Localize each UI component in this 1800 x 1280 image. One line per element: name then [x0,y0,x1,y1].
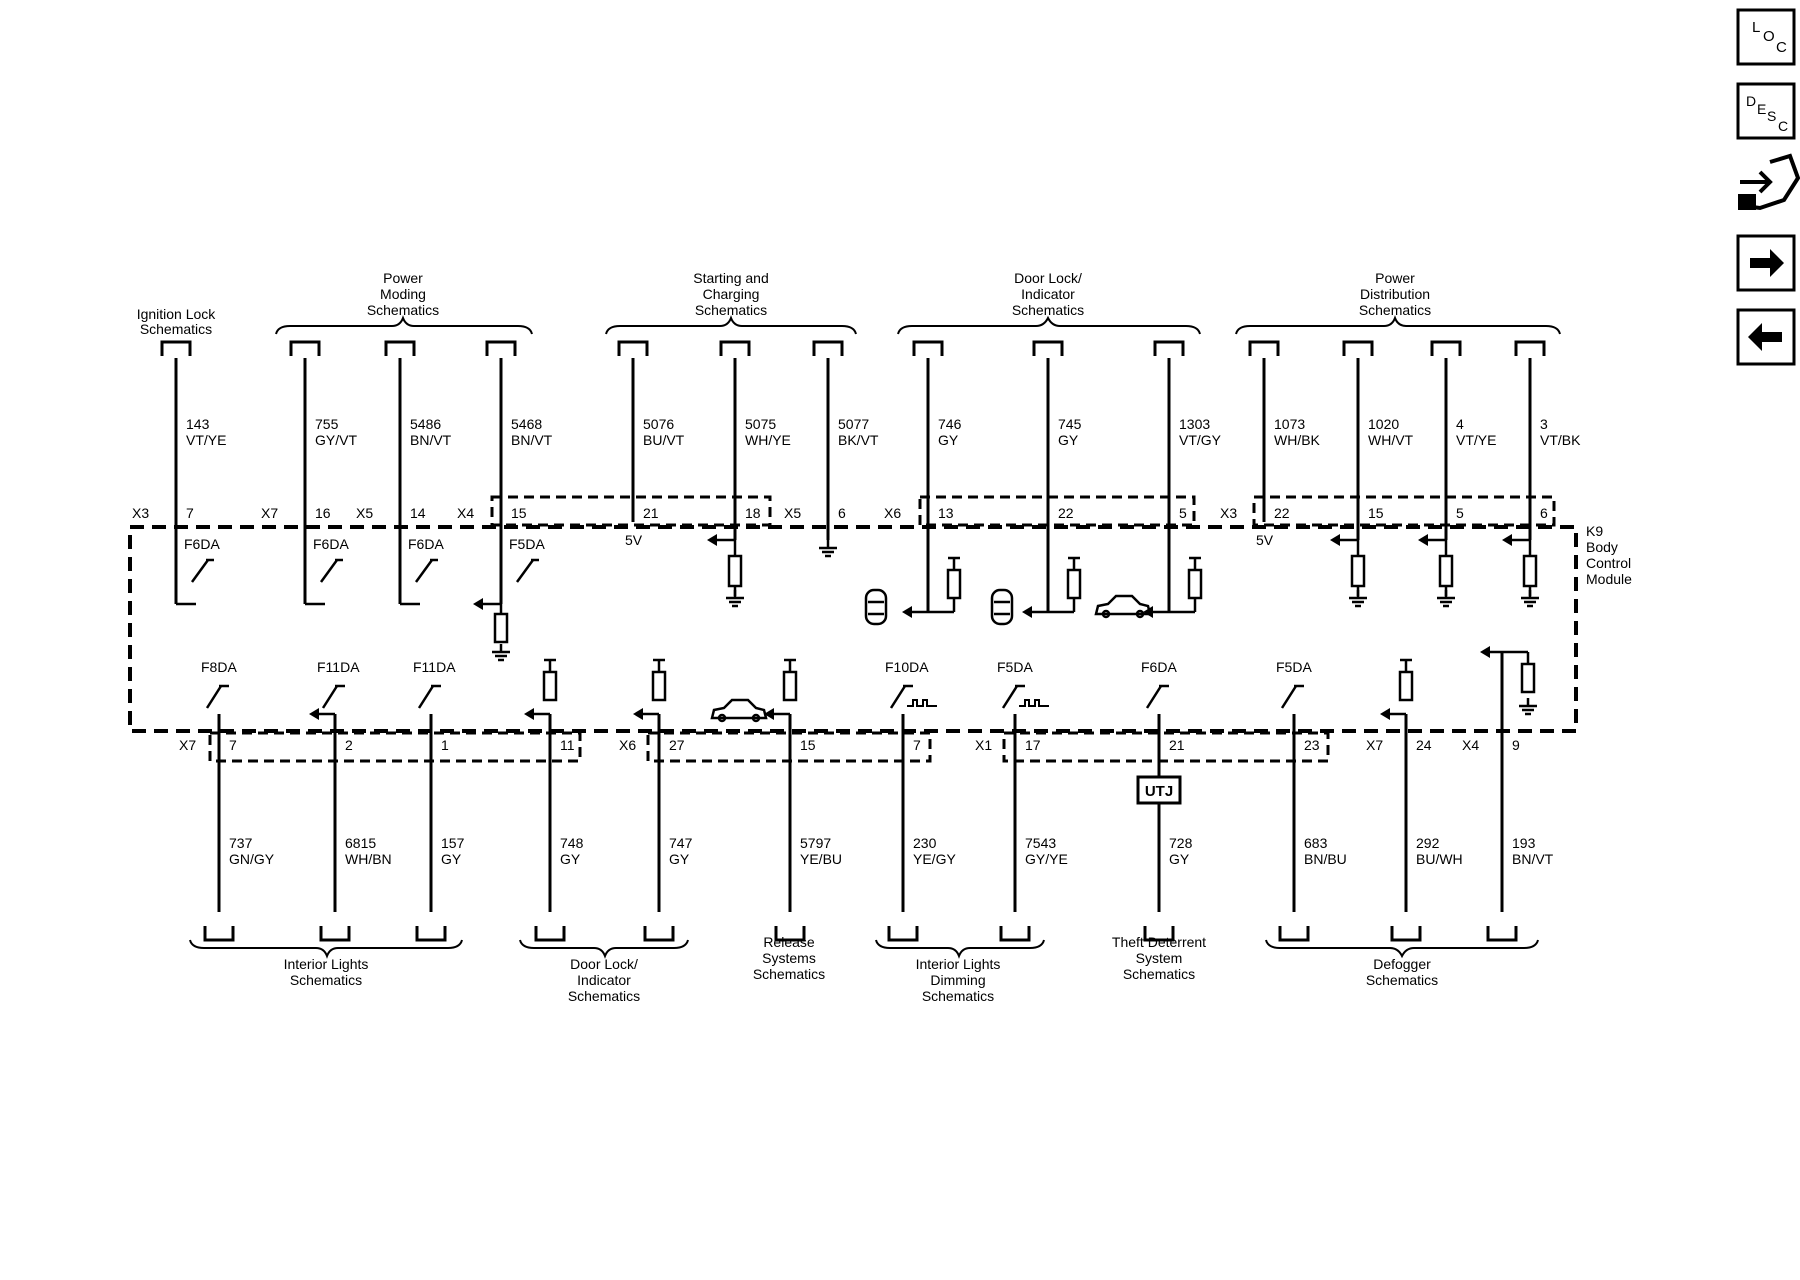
terminal-connector [1155,342,1183,356]
connector-id: X7 [1366,737,1384,753]
terminal-connector [1280,926,1308,940]
wire-color: BN/VT [410,432,452,448]
resistor-icon [1522,664,1534,692]
connector-id: X4 [457,505,475,521]
top-wire-143 [132,342,226,604]
wire-color: VT/GY [1179,432,1222,448]
wire-circuit: 5076 [643,416,675,432]
wire-color: WH/BN [345,851,392,867]
wire-circuit: 747 [669,835,693,851]
wire-circuit: 728 [1169,835,1193,851]
utj-junction [1138,777,1180,803]
switch-icon [1147,686,1169,708]
switch-icon [1003,686,1025,708]
pin-number: 17 [1025,737,1041,753]
internal-symbols [712,590,1150,721]
svg-text:Theft Deterrent: Theft Deterrent [1111,934,1207,950]
bottom-wire-193 [1462,646,1554,940]
svg-text:S: S [1767,108,1777,124]
svg-text:Schematics: Schematics [289,972,363,988]
wire-circuit: 683 [1304,835,1328,851]
ground-icon [492,644,510,660]
wire-circuit: 5486 [410,416,442,432]
wire-circuit: 1020 [1368,416,1400,432]
wire-color: BK/VT [838,432,879,448]
pin-number: 2 [345,737,353,753]
connector-icon [1740,156,1798,208]
bottom-wire-292 [1366,660,1463,940]
terminal-connector [914,342,942,356]
resistor-icon [1352,556,1364,586]
switch-icon [192,560,214,582]
wire-circuit: 5797 [800,835,832,851]
bottom-wires [179,646,1554,940]
bottom-group-door-lock [520,940,688,1004]
top-wire-5076 [619,342,685,548]
wire-color: YE/BU [800,851,843,867]
top-wire-745 [1022,342,1082,618]
fuse-label: F11DA [413,659,456,675]
switch-icon [1282,686,1304,708]
bottom-wire-157 [413,659,465,940]
switch-icon [207,686,229,708]
top-wire-1020 [1330,342,1414,606]
top-group-ignition-lock [137,306,217,337]
top-wire-4 [1418,342,1496,606]
wire-circuit: 5075 [745,416,777,432]
bottom-group-defogger [1266,940,1538,988]
terminal-connector [1432,342,1460,356]
terminal-connector [205,926,233,940]
connector-id: X4 [1462,737,1480,753]
wire-circuit: 748 [560,835,584,851]
terminal-connector [619,342,647,356]
svg-text:Schematics: Schematics [567,988,641,1004]
connector-id: X6 [884,505,902,521]
wire-color: BN/BU [1304,851,1347,867]
car-side-view-icon [1096,596,1150,617]
svg-text:Schematics: Schematics [1365,972,1439,988]
wire-circuit: 4 [1456,416,1464,432]
svg-text:L: L [1752,19,1761,36]
fuse-label: F5DA [997,659,1033,675]
top-group-starting-charging [606,270,856,334]
ground-icon [726,590,744,606]
wire-color: BU/WH [1416,851,1463,867]
pin-number: 27 [669,737,685,753]
wire-circuit: 193 [1512,835,1536,851]
wire-circuit: 230 [913,835,937,851]
pin-number: 5 [1456,505,1464,521]
svg-text:Defogger: Defogger [1373,956,1431,972]
svg-text:C: C [1776,39,1787,56]
terminal-connector [1516,342,1544,356]
pin-number: 7 [186,505,194,521]
top-wire-5077 [784,342,879,556]
svg-text:Door Lock/: Door Lock/ [570,956,638,972]
resistor-icon [1068,570,1080,598]
connector-id: X5 [356,505,374,521]
terminal-connector [1001,926,1029,940]
pin-number: 15 [800,737,816,753]
resistor-icon [729,556,741,586]
svg-text:E: E [1757,101,1767,117]
connector-id: X5 [784,505,802,521]
svg-text:Schematics: Schematics [921,988,995,1004]
terminal-connector [1034,342,1062,356]
wire-color: GY/YE [1025,851,1068,867]
wire-color: BU/VT [643,432,685,448]
wire-circuit: 746 [938,416,962,432]
voltage-label: 5V [1256,532,1274,548]
voltage-label: 5V [625,532,643,548]
wire-color: VT/YE [186,432,227,448]
pin-number: 15 [511,505,527,521]
wire-circuit: 157 [441,835,465,851]
ground-icon [1521,590,1539,606]
terminal-connector [417,926,445,940]
bottom-wire-230 [885,659,956,940]
top-wire-5486 [356,342,452,604]
wire-color: VT/BK [1540,432,1581,448]
wire-circuit: 755 [315,416,339,432]
svg-text:Indicator: Indicator [577,972,631,988]
resistor-icon [544,672,556,700]
svg-text:O: O [1763,28,1775,45]
svg-text:Module: Module [1586,571,1632,587]
bottom-wire-747 [619,660,693,940]
svg-text:Dimming: Dimming [930,972,986,988]
terminal-connector [162,342,190,356]
terminal-connector [645,926,673,940]
resistor-icon [1400,672,1412,700]
pin-number: 18 [745,505,761,521]
svg-text:Body: Body [1586,539,1618,555]
fuse-label: F11DA [317,659,360,675]
connector-id: X7 [179,737,197,753]
switch-icon [321,560,343,582]
svg-text:Schematics: Schematics [1122,966,1196,982]
connector-id: X7 [261,505,279,521]
svg-text:Schematics: Schematics [139,321,213,337]
terminal-connector [1344,342,1372,356]
fuse-label: F6DA [1141,659,1177,675]
wire-circuit: 3 [1540,416,1548,432]
wire-color: WH/YE [745,432,791,448]
pin-number: 7 [913,737,921,753]
svg-text:Power: Power [1375,270,1415,286]
loc-button[interactable] [1738,10,1794,64]
car-top-view-icon [866,590,886,624]
top-wires [132,342,1581,660]
connector-id: X6 [619,737,637,753]
bottom-wire-737 [179,659,275,940]
arrow-left-icon [473,598,483,610]
bottom-wire-6815 [309,659,392,940]
svg-text:Schematics: Schematics [366,302,440,318]
svg-text:Distribution: Distribution [1359,286,1431,302]
svg-text:C: C [1778,118,1789,134]
svg-text:Schematics: Schematics [1358,302,1432,318]
top-wire-5075 [707,342,791,606]
pin-number: 11 [560,737,575,753]
resistor-icon [1189,570,1201,598]
pwm-icon [907,700,937,706]
resistor-icon [495,614,507,642]
fuse-label: F5DA [1276,659,1312,675]
car-top-view-icon [992,590,1012,624]
resistor-icon [784,672,796,700]
terminal-connector [321,926,349,940]
svg-text:K9: K9 [1586,523,1604,539]
bottom-wire-683 [1276,659,1347,940]
svg-text:Door Lock/: Door Lock/ [1014,270,1082,286]
terminal-connector [1392,926,1420,940]
top-wire-755 [261,342,357,604]
svg-text:Charging: Charging [702,286,760,302]
svg-text:Power: Power [383,270,423,286]
wire-color: GY [441,851,462,867]
wire-circuit: 6815 [345,835,377,851]
pin-number: 5 [1179,505,1187,521]
svg-text:Starting and: Starting and [693,270,769,286]
svg-text:Systems: Systems [762,950,816,966]
wire-color: GY [1058,432,1079,448]
terminal-connector [1250,342,1278,356]
top-group-power-distribution [1236,270,1560,334]
terminal-connector [1488,926,1516,940]
fuse-label: F6DA [313,536,349,552]
svg-text:System: System [1135,950,1183,966]
svg-text:Interior Lights: Interior Lights [915,956,1001,972]
fuse-label: F5DA [509,536,545,552]
pin-number: 14 [410,505,426,521]
bottom-wire-748 [524,660,584,940]
connector-id: X1 [975,737,993,753]
pin-number: 21 [643,505,659,521]
pin-number: 6 [1540,505,1548,521]
terminal-connector [386,342,414,356]
svg-text:D: D [1746,93,1757,109]
connector-id: X3 [132,505,150,521]
svg-text:Interior Lights: Interior Lights [283,956,369,972]
svg-text:Schematics: Schematics [752,966,826,982]
wire-circuit: 1303 [1179,416,1211,432]
pin-number: 22 [1274,505,1290,521]
wire-color: YE/GY [913,851,956,867]
switch-icon [323,686,345,708]
fuse-label: F10DA [885,659,929,675]
terminal-connector [291,342,319,356]
next-button[interactable] [1738,236,1794,290]
wire-circuit: 745 [1058,416,1082,432]
wire-color: BN/VT [1512,851,1554,867]
pin-number: 15 [1368,505,1384,521]
switch-icon [419,686,441,708]
svg-text:Indicator: Indicator [1021,286,1075,302]
wire-circuit: 292 [1416,835,1440,851]
svg-text:Schematics: Schematics [1011,302,1085,318]
svg-text:Control: Control [1586,555,1632,571]
ground-icon [819,540,837,556]
bottom-wire-5797 [764,660,842,940]
svg-text:Release: Release [763,934,815,950]
pin-number: 9 [1512,737,1520,753]
top-group-power-moding [276,270,532,334]
resistor-icon [1524,556,1536,586]
switch-icon [416,560,438,582]
bottom-wire-7543 [975,659,1068,940]
bottom-group-interior-dimming [876,940,1044,1004]
previous-button[interactable] [1738,310,1794,364]
pin-number: 1 [441,737,449,753]
svg-text:Ignition Lock: Ignition Lock [136,306,216,322]
pin-number: 24 [1416,737,1432,753]
wire-circuit: 5077 [838,416,870,432]
terminal-connector [487,342,515,356]
resistor-icon [653,672,665,700]
car-side-view-icon [712,700,766,721]
pin-number: 16 [315,505,331,521]
resistor-icon [948,570,960,598]
top-wire-5468 [457,342,553,660]
desc-button[interactable] [1738,84,1794,138]
ground-icon [1437,590,1455,606]
top-wire-1073 [1220,342,1321,548]
wire-color: VT/YE [1456,432,1497,448]
wire-color: GY [669,851,690,867]
wire-color: WH/VT [1368,432,1414,448]
bottom-group-interior-lights [190,940,462,988]
wire-color: GY [560,851,581,867]
top-wire-3 [1502,342,1581,606]
pin-number: 7 [229,737,237,753]
switch-icon [891,686,913,708]
wire-color: GN/GY [229,851,275,867]
wire-circuit: 5468 [511,416,543,432]
module-label [1586,523,1632,587]
wire-circuit: 7543 [1025,835,1057,851]
svg-text:Schematics: Schematics [694,302,768,318]
top-group-door-lock [898,270,1200,334]
terminal-connector [721,342,749,356]
svg-text:Moding: Moding [380,286,426,302]
wire-color: GY [1169,851,1190,867]
fuse-label: F8DA [201,659,237,675]
pin-number: 22 [1058,505,1074,521]
top-wire-746 [884,342,962,618]
pin-number: 13 [938,505,954,521]
wire-color: GY/VT [315,432,358,448]
connector-id: X3 [1220,505,1238,521]
pin-number: 21 [1169,737,1185,753]
connector-view-button[interactable] [1740,156,1798,208]
fuse-label: F6DA [408,536,444,552]
top-wire-1303 [1143,342,1222,618]
ground-icon [1519,698,1537,714]
pin-number: 23 [1304,737,1320,753]
terminal-connector [889,926,917,940]
wire-color: BN/VT [511,432,553,448]
wire-circuit: 143 [186,416,210,432]
pwm-icon [1019,700,1049,706]
svg-text:UTJ: UTJ [1144,783,1174,800]
ground-icon [1349,590,1367,606]
wire-color: WH/BK [1274,432,1320,448]
wire-circuit: 737 [229,835,253,851]
switch-icon [517,560,539,582]
pin-number: 6 [838,505,846,521]
resistor-icon [1440,556,1452,586]
wire-circuit: 1073 [1274,416,1306,432]
terminal-connector [814,342,842,356]
terminal-connector [536,926,564,940]
wire-color: GY [938,432,959,448]
fuse-label: F6DA [184,536,220,552]
